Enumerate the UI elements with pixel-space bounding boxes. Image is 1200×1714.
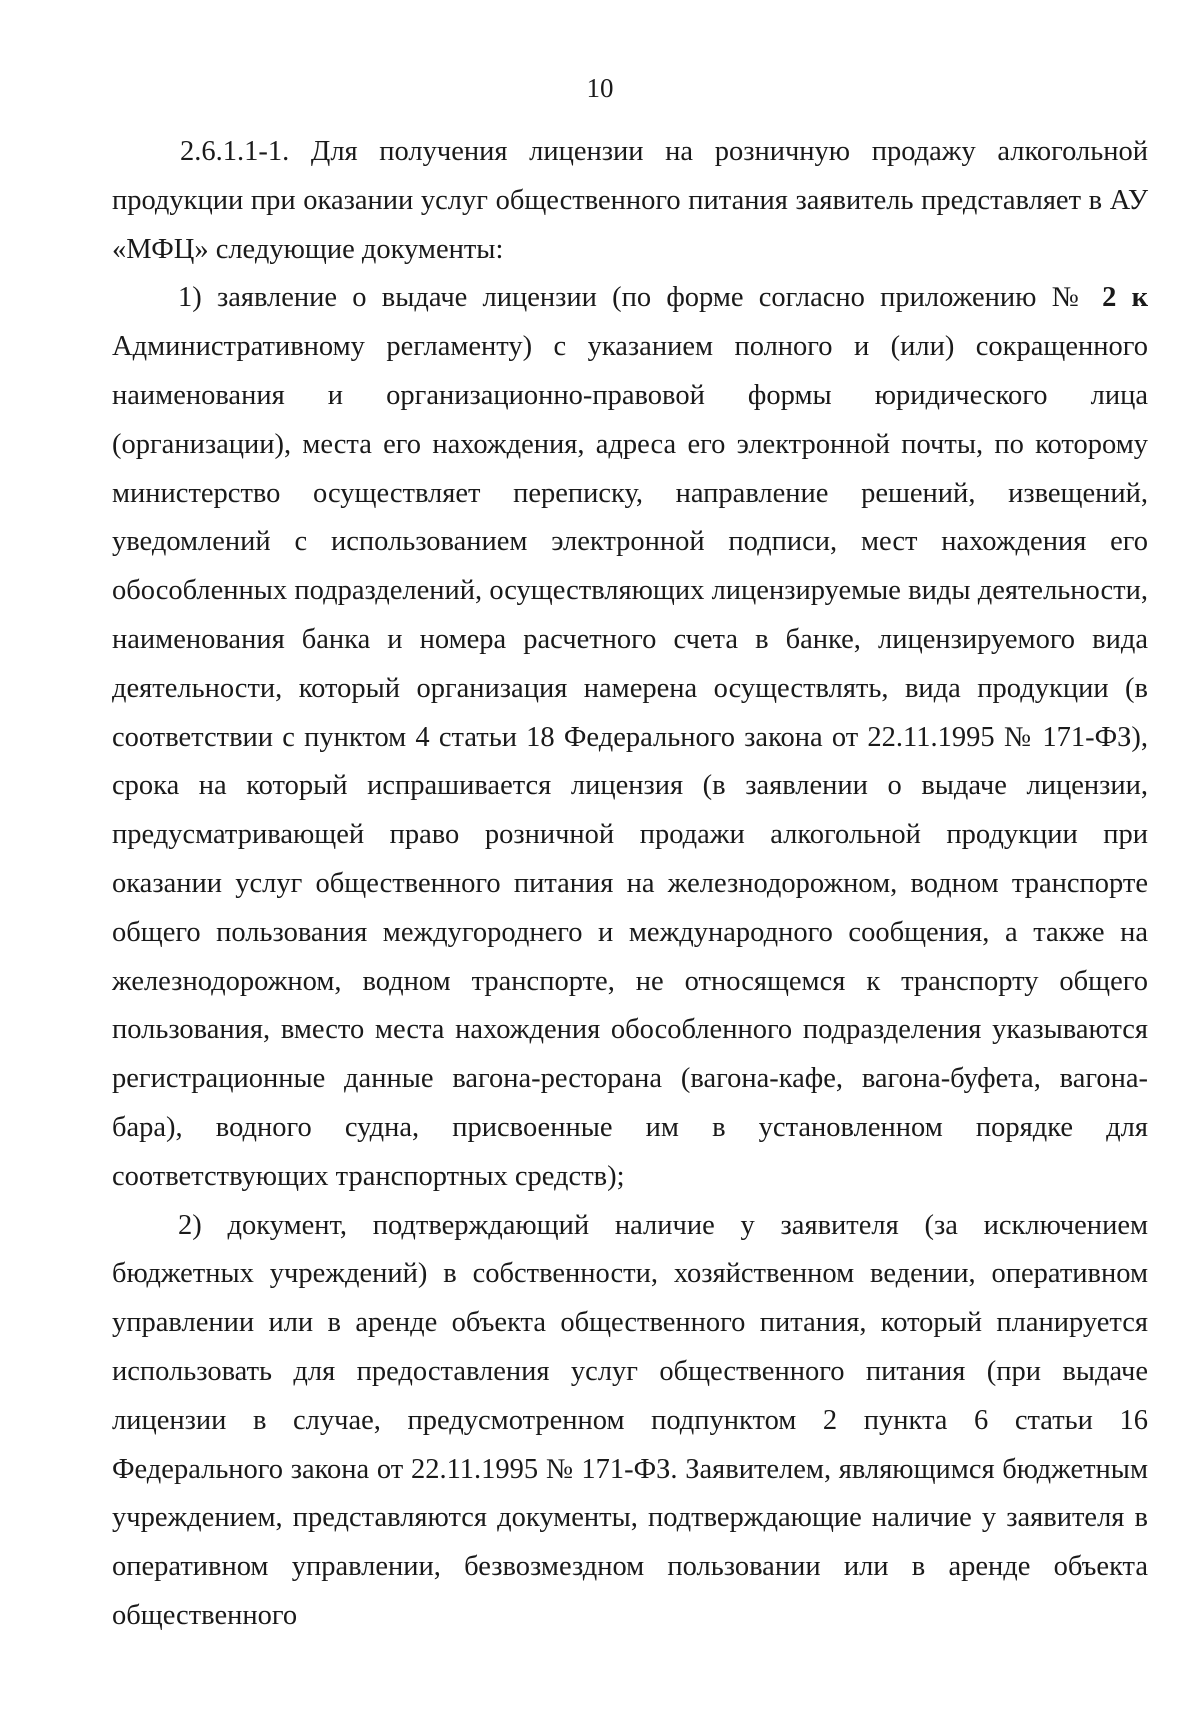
paragraph-item-2: 2) документ, подтверждающий наличие у заявителя (за исключением бюджетных учреждений) в собственности, хозяйственном ведении, оперативном управлении или в аренде объекта общественного питания, который планируется использовать для предоставления услуг общественного питания (при выдаче лицензии в случае, предусмотренном подпунктом 2 пункта 6 статьи 16 Федерального закона от 22.11.1995 № 171-ФЗ. Заявителем, являющимся бюджетным учреждением, представляются документы, подтверждающие наличие у заявителя в оперативном управлении, безвозмездном пользовании или в аренде объекта общественного: [112, 1209, 1148, 1631]
item-1-text-rest: Административному регламенту) с указанием полного и (или) сокращенного наименования и организационно-правовой формы юридического лица (организации), места его нахождения, адреса его электронной почты, по которому министерство осуществляет переписку, направление решений, извещений, уведомлений с использованием электронной подписи, мест нахождения его обособленных подразделений, осуществляющих лицензируемые виды деятельности, наименования банка и номера расчетного счета в банке, лицензируемого вида деятельности, который организация намерена осуществлять, вида продукции (в соответствии с пунктом 4 статьи 18 Федерального закона от 22.11.1995 № 171-ФЗ), срока на который испрашивается лицензия (в заявлении о выдаче лицензии, предусматривающей право розничной продажи алкогольной продукции при оказании услуг общественного питания на железнодорожном, водном транспорте общего пользования междугороднего и международного сообщения, а также на железнодорожном, водном транспорте, не относящемся к транспорту общего пользования, вместо места нахождения обособленного подразделения указываются регистрационные данные вагона-ресторана (вагона-кафе, вагона-буфета, вагона-бара), водного судна, присвоенные им в установленном порядке для соответствующих транспортных средств);: [112, 331, 1148, 1192]
page-number: 10: [586, 73, 614, 103]
paragraph-item-1: [112, 274, 1148, 1201]
item-1-bold-reference: 2 к: [1102, 282, 1149, 314]
item-1-text-start: 1) заявление о выдаче лицензии (по форме согласно приложению №: [178, 282, 1103, 314]
document-body: [112, 128, 1148, 1641]
paragraph-2-6-1-1-1: 2.6.1.1-1. Для получения лицензии на розничную продажу алкогольной продукции при оказании услуг общественного питания заявитель представляет в АУ «МФЦ» следующие документы:: [112, 136, 1148, 265]
